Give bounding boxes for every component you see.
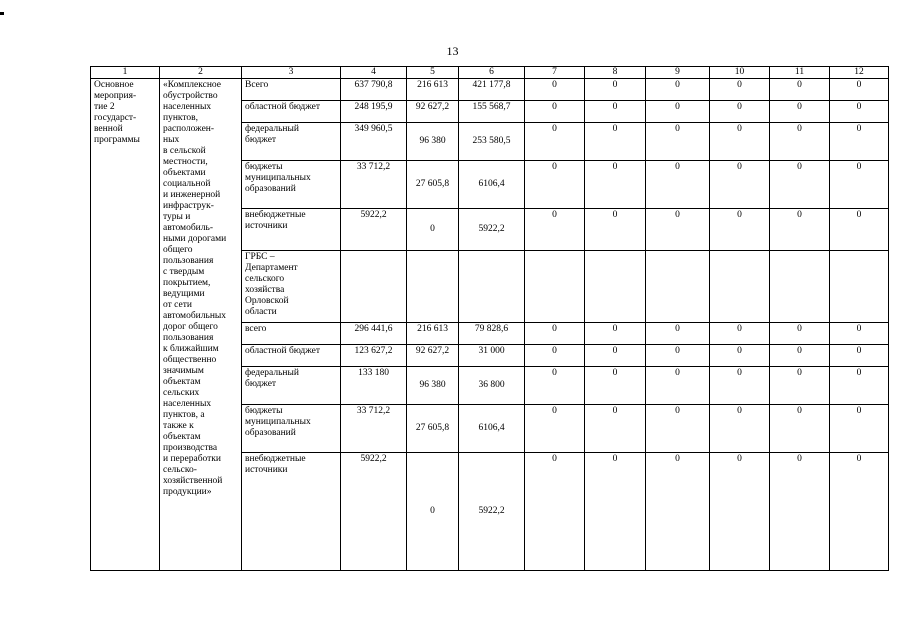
year-value-cell: 0 [710,453,770,571]
year-value-cell: 0 [646,161,710,209]
funding-source-label: ГРБС – Департамент сельского хозяйства Орловской области [242,251,341,323]
header-cell: 1 [91,67,160,79]
amount-cell-c6: 253 580,5 [459,123,525,161]
year-value-cell [585,251,646,323]
year-value-cell: 0 [585,405,646,453]
budget-table [90,66,889,571]
year-value-cell: 0 [830,161,889,209]
year-value-cell: 0 [770,323,830,345]
year-value-cell: 0 [525,323,585,345]
amount-cell-c6: 36 800 [459,367,525,405]
year-value-cell: 0 [646,345,710,367]
amount-cell-c6: 6106,4 [459,405,525,453]
funding-source-label: Всего [242,79,341,101]
year-value-cell: 0 [830,323,889,345]
year-value-cell: 0 [585,345,646,367]
year-value-cell: 0 [646,79,710,101]
header-cell: 11 [770,67,830,79]
amount-cell-c4: 123 627,2 [341,345,407,367]
year-value-cell [770,251,830,323]
amount-cell-c4: 5922,2 [341,453,407,571]
amount-cell-c4: 33 712,2 [341,161,407,209]
year-value-cell: 0 [646,453,710,571]
year-value-cell: 0 [646,101,710,123]
amount-cell-c6: 31 000 [459,345,525,367]
year-value-cell: 0 [646,123,710,161]
year-value-cell: 0 [525,367,585,405]
year-value-cell: 0 [830,453,889,571]
header-cell: 12 [830,67,889,79]
year-value-cell: 0 [525,453,585,571]
amount-cell-c4: 349 960,5 [341,123,407,161]
funding-source-label: областной бюджет [242,345,341,367]
amount-cell-c5: 92 627,2 [407,345,459,367]
amount-cell-c5: 0 [407,453,459,571]
amount-cell-c5: 216 613 [407,79,459,101]
year-value-cell: 0 [830,123,889,161]
header-cell: 8 [585,67,646,79]
funding-source-label: федеральный бюджет [242,367,341,405]
year-value-cell: 0 [830,345,889,367]
funding-source-label: внебюджетные источники [242,209,341,251]
header-cell: 5 [407,67,459,79]
scan-mark [0,12,4,15]
amount-cell-c4: 5922,2 [341,209,407,251]
year-value-cell: 0 [585,367,646,405]
year-value-cell: 0 [710,323,770,345]
amount-cell-c5 [407,251,459,323]
year-value-cell: 0 [525,209,585,251]
amount-cell-c4 [341,251,407,323]
amount-cell-c5: 96 380 [407,123,459,161]
amount-cell-c5: 92 627,2 [407,101,459,123]
year-value-cell: 0 [710,101,770,123]
amount-cell-c6: 155 568,7 [459,101,525,123]
year-value-cell: 0 [525,123,585,161]
year-value-cell: 0 [770,453,830,571]
year-value-cell: 0 [710,161,770,209]
year-value-cell: 0 [710,79,770,101]
header-cell: 7 [525,67,585,79]
year-value-cell: 0 [525,101,585,123]
amount-cell-c6: 6106,4 [459,161,525,209]
year-value-cell: 0 [770,161,830,209]
table-row [91,79,889,101]
header-cell: 3 [242,67,341,79]
year-value-cell: 0 [710,209,770,251]
funding-source-label: бюджеты муниципальных образований [242,405,341,453]
year-value-cell [710,251,770,323]
amount-cell-c4: 637 790,8 [341,79,407,101]
header-cell: 4 [341,67,407,79]
year-value-cell: 0 [710,405,770,453]
activity-name-cell: Основное мероприя- тие 2 государст- венной программы [91,79,160,571]
year-value-cell [646,251,710,323]
year-value-cell: 0 [770,367,830,405]
funding-source-label: областной бюджет [242,101,341,123]
page-number: 13 [446,44,459,58]
year-value-cell: 0 [830,367,889,405]
year-value-cell: 0 [585,101,646,123]
header-cell: 10 [710,67,770,79]
year-value-cell: 0 [585,123,646,161]
year-value-cell: 0 [710,123,770,161]
year-value-cell: 0 [710,367,770,405]
year-value-cell: 0 [770,209,830,251]
amount-cell-c6: 79 828,6 [459,323,525,345]
year-value-cell: 0 [646,367,710,405]
year-value-cell: 0 [646,323,710,345]
year-value-cell: 0 [585,453,646,571]
header-cell: 2 [160,67,242,79]
year-value-cell: 0 [525,405,585,453]
funding-source-label: всего [242,323,341,345]
funding-source-label: федеральный бюджет [242,123,341,161]
year-value-cell: 0 [646,209,710,251]
year-value-cell: 0 [770,101,830,123]
amount-cell-c5: 96 380 [407,367,459,405]
year-value-cell: 0 [525,79,585,101]
amount-cell-c6: 5922,2 [459,453,525,571]
year-value-cell: 0 [585,323,646,345]
amount-cell-c5: 216 613 [407,323,459,345]
year-value-cell [830,251,889,323]
funding-source-label: бюджеты муниципальных образований [242,161,341,209]
amount-cell-c4: 296 441,6 [341,323,407,345]
year-value-cell: 0 [830,79,889,101]
year-value-cell: 0 [830,209,889,251]
amount-cell-c4: 248 195,9 [341,101,407,123]
year-value-cell: 0 [770,405,830,453]
amount-cell-c5: 27 605,8 [407,161,459,209]
header-cell: 6 [459,67,525,79]
year-value-cell: 0 [525,345,585,367]
amount-cell-c6: 5922,2 [459,209,525,251]
year-value-cell: 0 [585,209,646,251]
amount-cell-c4: 33 712,2 [341,405,407,453]
year-value-cell: 0 [830,101,889,123]
year-value-cell: 0 [585,161,646,209]
header-row [91,67,889,79]
header-cell: 9 [646,67,710,79]
year-value-cell: 0 [525,161,585,209]
year-value-cell: 0 [585,79,646,101]
year-value-cell [525,251,585,323]
year-value-cell: 0 [646,405,710,453]
year-value-cell: 0 [770,345,830,367]
amount-cell-c6 [459,251,525,323]
year-value-cell: 0 [770,123,830,161]
amount-cell-c5: 27 605,8 [407,405,459,453]
amount-cell-c4: 133 180 [341,367,407,405]
funding-source-label: внебюджетные источники [242,453,341,571]
activity-description-cell: «Комплексное обустройство населенных пунктов, расположен- ных в сельской местности, объектами социальной и инженерной инфраструк- туры и автомобиль- ными дорогами общего пользования с твердым покрытием, ведущими от сети автомобильных дорог общего пользования к ближайшим общественно значимым объектам сельских населенных пунктов, а также к объектам производства и переработки сельско- хозяйственной продукции» [160,79,242,571]
amount-cell-c6: 421 177,8 [459,79,525,101]
year-value-cell: 0 [710,345,770,367]
year-value-cell: 0 [770,79,830,101]
year-value-cell: 0 [830,405,889,453]
amount-cell-c5: 0 [407,209,459,251]
